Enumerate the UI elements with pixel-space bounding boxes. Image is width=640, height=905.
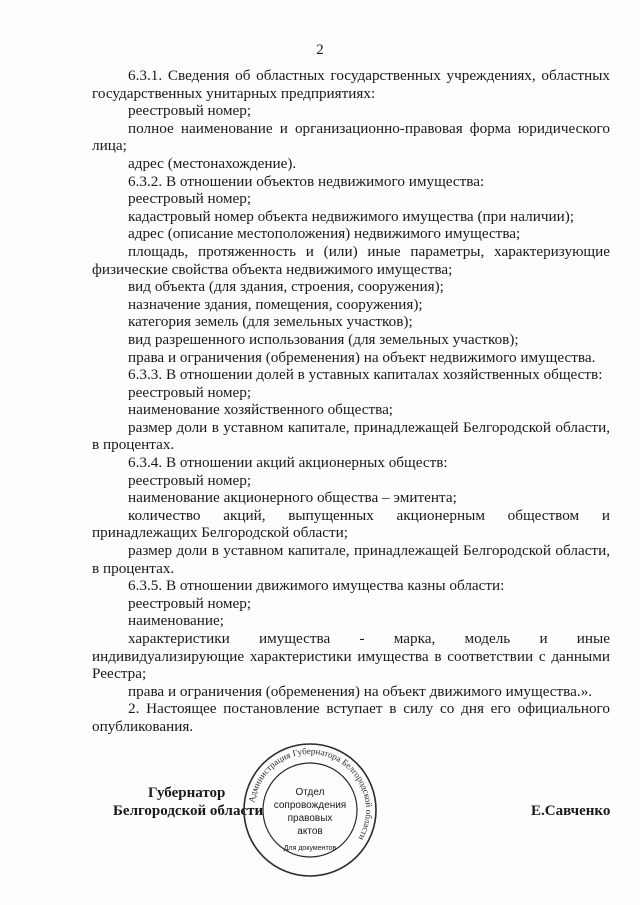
paragraph: адрес (описание местоположения) недвижимого имущества; — [128, 225, 521, 243]
paragraph: наименование акционерного общества – эмитента; — [128, 489, 457, 507]
paragraph: назначение здания, помещения, сооружения); — [128, 295, 423, 313]
official-stamp — [240, 740, 380, 880]
paragraph: реестровый номер; — [128, 190, 252, 208]
paragraph: полное наименование и организационно-правовая форма юридического лица; — [92, 119, 610, 155]
paragraph: размер доли в уставном капитале, принадлежащей Белгородской области, в процентах. — [92, 542, 610, 577]
paragraph: наименование; — [128, 612, 224, 630]
page-number: 2 — [316, 42, 324, 58]
paragraph: наименование хозяйственного общества; — [128, 401, 394, 419]
paragraph: 6.3.4. В отношении акций акционерных обществ: — [128, 454, 448, 472]
stamp-center-line: Отдел — [295, 787, 325, 798]
paragraph: права и ограничения (обременения) на объект движимого имущества.». — [128, 682, 593, 700]
paragraph: 6.3.5. В отношении движимого имущества казны области: — [128, 577, 505, 595]
stamp-bottom-text: Для документов — [283, 845, 337, 852]
paragraph: адрес (местонахождение). — [128, 154, 297, 172]
paragraph: площадь, протяженность и (или) иные параметры, характеризующие физические свойства объекта недвижимого имущества; — [92, 242, 610, 278]
paragraph: 6.3.2. В отношении объектов недвижимого имущества: — [128, 172, 485, 190]
paragraph: категория земель (для земельных участков); — [128, 313, 413, 331]
stamp-ring-text: Администрация Губернатора Белгородской области — [246, 745, 375, 843]
paragraph: вид разрешенного использования (для земельных участков); — [128, 330, 519, 348]
paragraph: 6.3.3. В отношении долей в уставных капиталах хозяйственных обществ: — [128, 366, 603, 384]
paragraph: права и ограничения (обременения) на объект недвижимого имущества. — [128, 348, 596, 366]
signature-block — [0, 745, 640, 900]
paragraph: 2. Настоящее постановление вступает в силу со дня его официального опубликования. — [92, 700, 610, 735]
paragraph: характеристики имущества - марка, модель и иные индивидуализирующие характеристики имущества в соответствии с данными Реестра; — [92, 630, 610, 683]
paragraph: количество акций, выпущенных акционерным обществом и принадлежащих Белгородской области; — [92, 506, 610, 542]
paragraph: кадастровый номер объекта недвижимого имущества (при наличии); — [128, 207, 575, 225]
stamp-center-line: правовых — [287, 813, 333, 824]
signatory-name: Е.Савченко — [531, 803, 611, 819]
paragraph: размер доли в уставном капитале, принадлежащей Белгородской области, в процентах. — [92, 418, 610, 454]
paragraph: реестровый номер; — [128, 383, 252, 401]
paragraph: вид объекта (для здания, строения, сооружения); — [128, 278, 444, 296]
paragraph: 6.3.1. Сведения об областных государственных учреждениях, областных государственных унитарных предприятиях: — [92, 67, 610, 102]
paragraph: реестровый номер; — [128, 594, 252, 612]
signatory-title-line-1: Губернатор — [148, 785, 226, 801]
signatory-title-line-2: Белгородской области — [113, 803, 264, 819]
stamp-center-line: актов — [297, 826, 323, 837]
document-body — [92, 67, 610, 736]
paragraph: реестровый номер; — [128, 102, 252, 120]
paragraph: реестровый номер; — [128, 471, 252, 489]
stamp-center-line: сопровождения — [273, 800, 347, 811]
